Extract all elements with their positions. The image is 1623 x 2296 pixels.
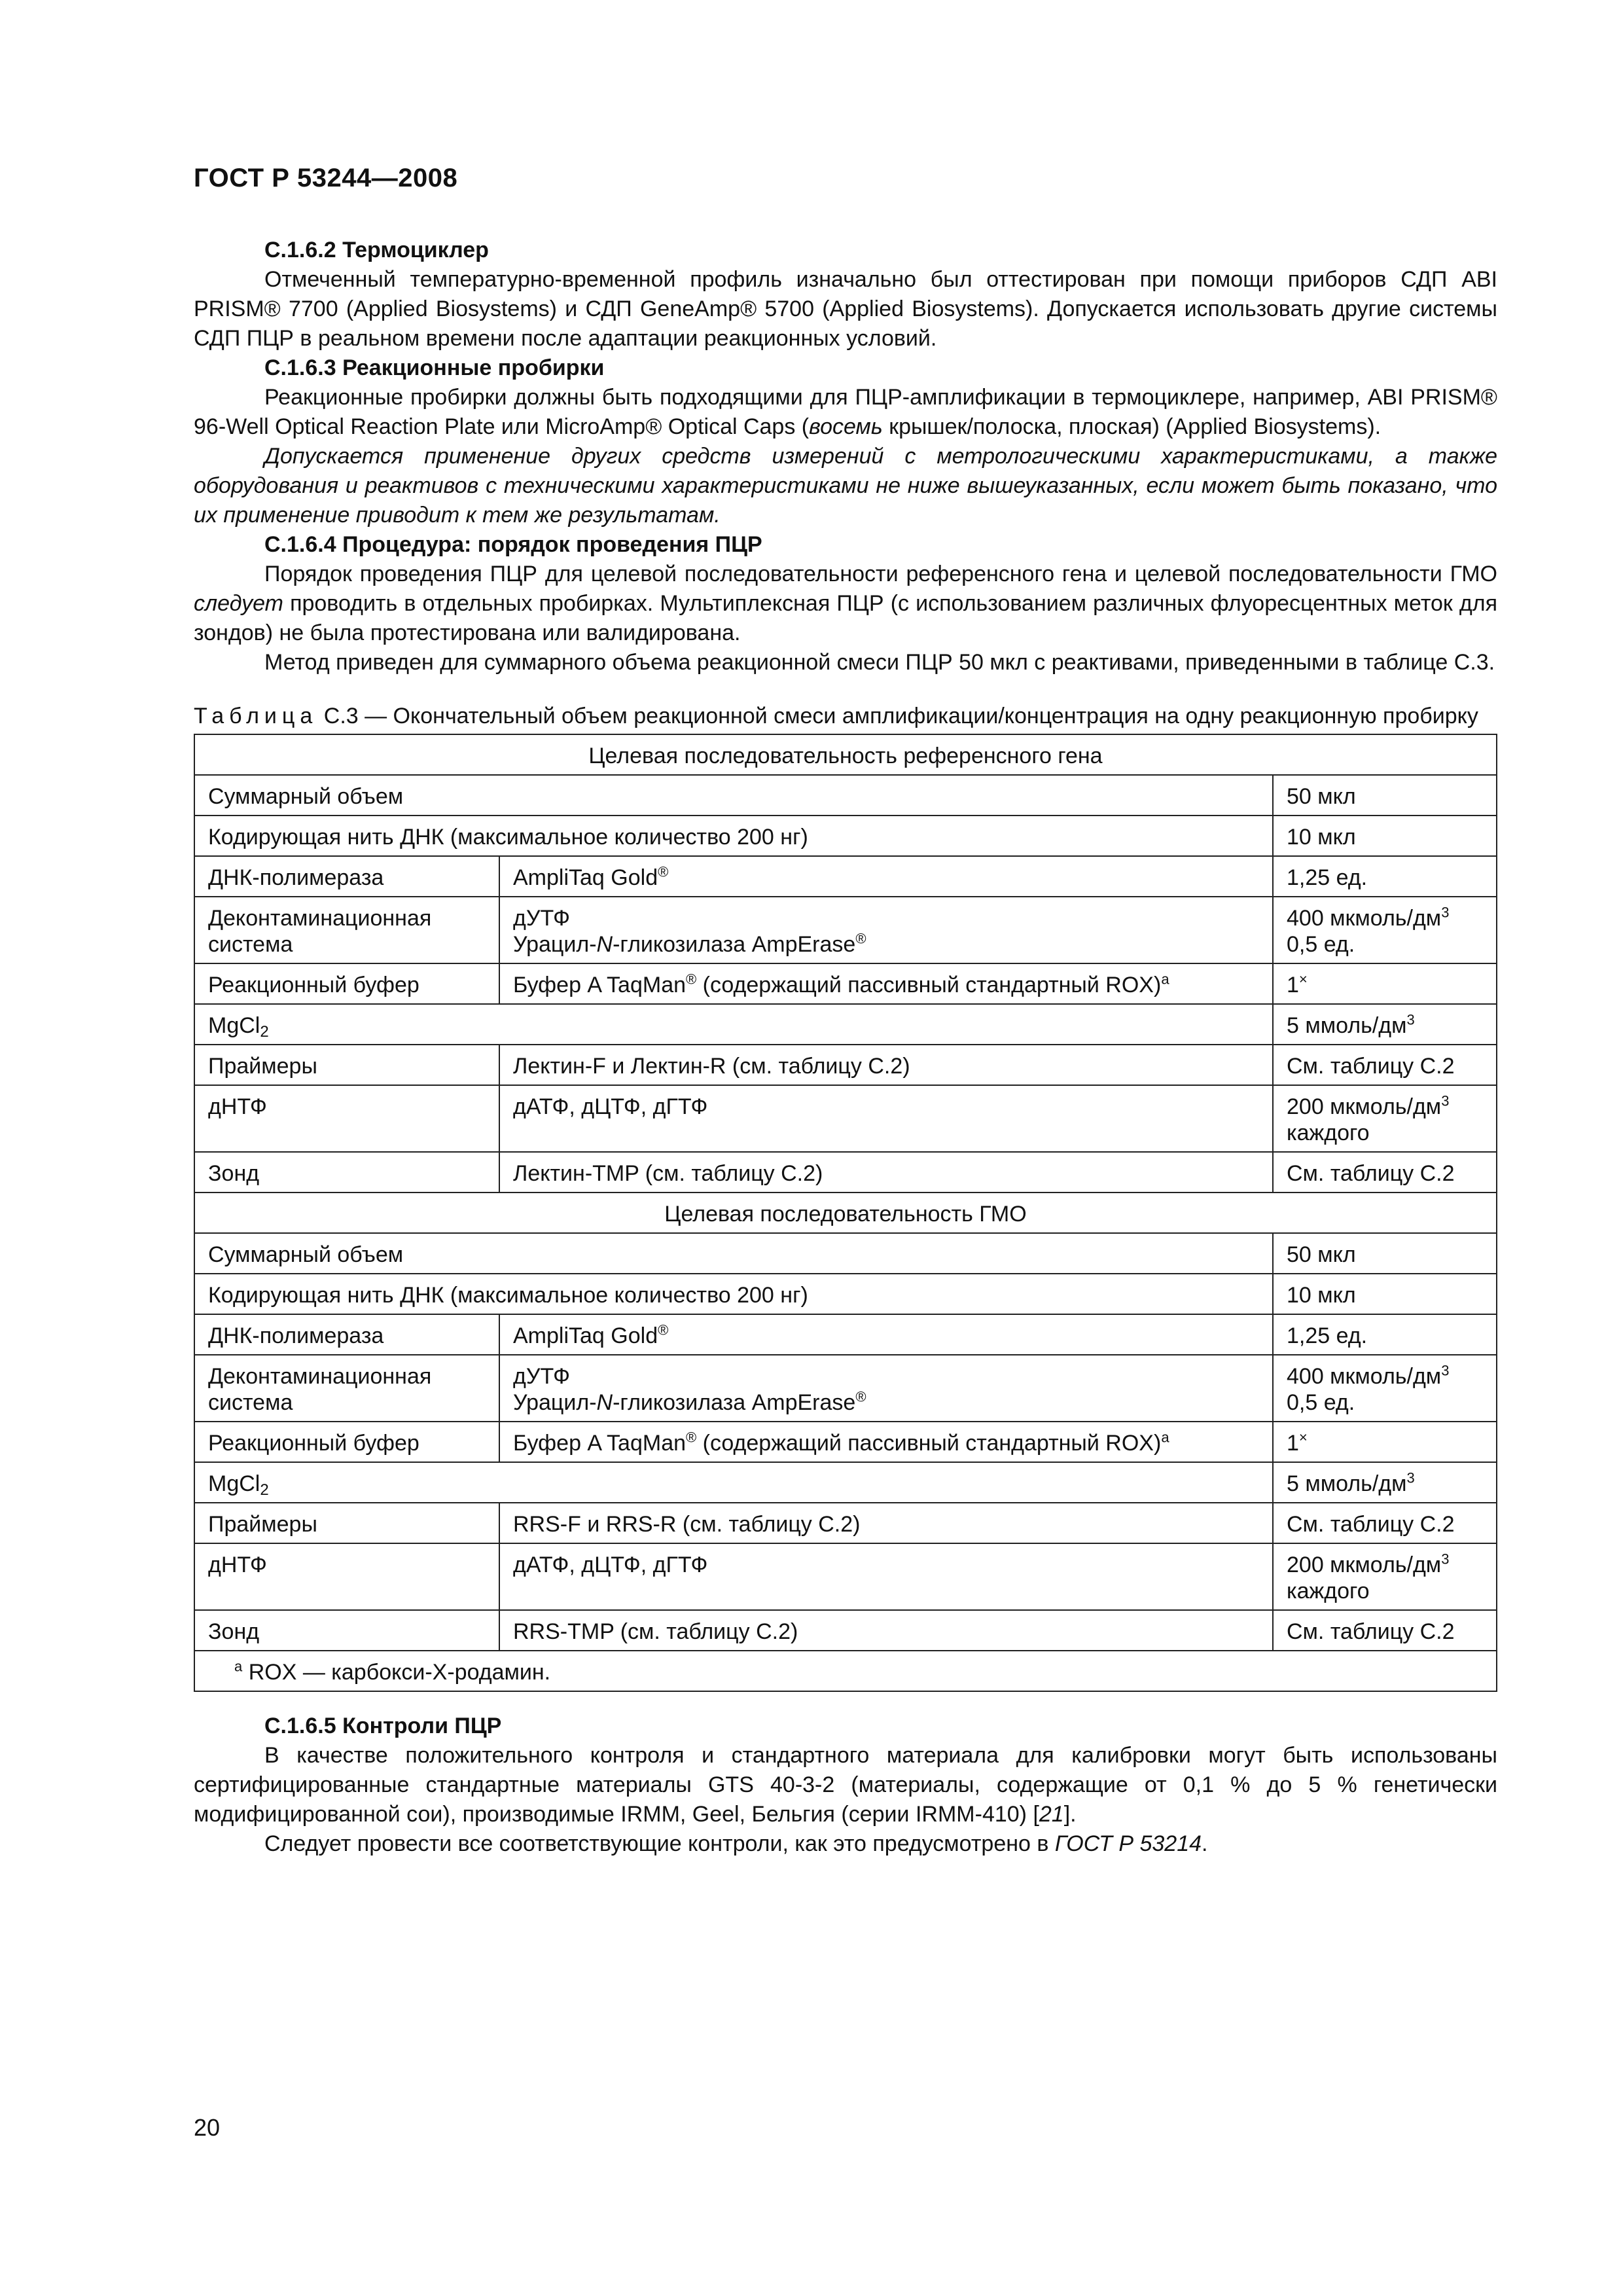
row-label: Зонд <box>194 1610 499 1651</box>
row-value: 10 мкл <box>1273 1274 1497 1314</box>
text-run: Буфер A TaqMan <box>513 1431 687 1456</box>
table-caption <box>194 702 1497 730</box>
row-label <box>194 1462 1273 1503</box>
table-row <box>194 1045 1497 1085</box>
footnote-text: ROX — карбокси-Х-родамин. <box>248 1660 551 1685</box>
row-label: ДНК-полимераза <box>194 856 499 897</box>
row-reagent <box>499 856 1273 897</box>
table-row <box>194 1610 1497 1651</box>
row-reagent: дАТФ, дЦТФ, дГТФ <box>499 1085 1273 1152</box>
times-mark: × <box>1298 1429 1308 1446</box>
value-line: каждого <box>1287 1121 1370 1145</box>
row-value <box>1273 1422 1497 1462</box>
row-reagent <box>499 1422 1273 1462</box>
page-number: 20 <box>194 2114 221 2141</box>
row-value <box>1273 1355 1497 1422</box>
row-label: Праймеры <box>194 1503 499 1543</box>
row-reagent: RRS-TMP (см. таблицу С.2) <box>499 1610 1273 1651</box>
row-value: См. таблицу С.2 <box>1273 1610 1497 1651</box>
row-value: 50 мкл <box>1273 1233 1497 1274</box>
cube-mark: 3 <box>1406 1469 1415 1486</box>
cube-mark: 3 <box>1406 1011 1415 1028</box>
spacer <box>194 1692 1497 1712</box>
row-value <box>1273 1462 1497 1503</box>
section-paragraph-c164-1 <box>194 560 1497 648</box>
section-heading-c163: С.1.6.3 Реакционные пробирки <box>264 355 605 380</box>
text-run: 1 <box>1287 973 1299 997</box>
reagent-line <box>513 1390 1259 1416</box>
text-run: 5 ммоль/дм <box>1287 1471 1407 1496</box>
value-line: 0,5 ед. <box>1287 932 1355 957</box>
value-line: каждого <box>1287 1579 1370 1604</box>
row-value: См. таблицу С.2 <box>1273 1152 1497 1193</box>
row-label <box>194 1004 1273 1045</box>
table-row <box>194 1462 1497 1503</box>
table-caption-word: Таблица <box>194 704 318 728</box>
row-value <box>1273 1004 1497 1045</box>
italic-text-run: 21 <box>1039 1802 1064 1827</box>
text-run: 1 <box>1287 1431 1299 1456</box>
subscript-2: 2 <box>260 1481 269 1499</box>
subscript-2: 2 <box>260 1023 269 1041</box>
section-title-gmo: Целевая последовательность ГМО <box>194 1193 1497 1233</box>
row-label: Деконтаминационная система <box>194 1355 499 1422</box>
table-footnote <box>194 1651 1497 1691</box>
section-paragraph-c165-1 <box>194 1741 1497 1829</box>
table-row <box>194 1152 1497 1193</box>
text-run: 5 ммоль/дм <box>1287 1013 1407 1038</box>
value-line <box>1287 1094 1483 1120</box>
table-row <box>194 897 1497 963</box>
section-note-c163 <box>194 442 1497 530</box>
row-value <box>1273 897 1497 963</box>
text-run: MgCl <box>208 1013 260 1038</box>
registered-mark: ® <box>686 1429 697 1446</box>
cube-mark: 3 <box>1441 1551 1450 1568</box>
text-run: (содержащий пассивный стандартный ROX) <box>696 973 1162 997</box>
section-paragraph-c164-2: Метод приведен для суммарного объема реакционной смеси ПЦР 50 мкл с реактивами, приведенными в таблице С.3. <box>264 650 1495 675</box>
table-row <box>194 1355 1497 1422</box>
text-run: Буфер A TaqMan <box>513 973 687 997</box>
table-row <box>194 1004 1497 1045</box>
italic-note: Допускается применение других средств измерений с метрологическими характеристиками, а также оборудования и реактивов с техническими характеристиками не ниже вышеуказанных, если может быть показано, что их применение приводит к тем же результатам. <box>194 444 1497 528</box>
row-label: дНТФ <box>194 1085 499 1152</box>
footnote-ref-mark: a <box>1161 971 1169 988</box>
table-section-row <box>194 734 1497 775</box>
reaction-mix-table <box>194 734 1497 1692</box>
value-line: 0,5 ед. <box>1287 1390 1355 1415</box>
row-label: Деконтаминационная система <box>194 897 499 963</box>
text-run: Порядок проведения ПЦР для целевой последовательности референсного гена и целевой последовательности ГМО <box>264 562 1497 586</box>
table-row <box>194 1503 1497 1543</box>
section-paragraph-c165-2 <box>194 1829 1497 1859</box>
text-run: (содержащий пассивный стандартный ROX) <box>696 1431 1162 1456</box>
footnote-ref-mark: a <box>1161 1429 1169 1446</box>
reagent-name: AmpliTaq Gold <box>513 1323 658 1348</box>
italic-text-run: следует <box>194 591 283 616</box>
section-paragraph-c163 <box>194 383 1497 442</box>
table-row <box>194 1422 1497 1462</box>
section-heading-c164: С.1.6.4 Процедура: порядок проведения ПЦР <box>264 532 762 557</box>
text-run: 200 мкмоль/дм <box>1287 1552 1442 1577</box>
registered-mark: ® <box>855 1388 866 1405</box>
standard-id-header: ГОСТ Р 53244—2008 <box>194 164 458 192</box>
row-value <box>1273 1543 1497 1610</box>
value-line <box>1287 1552 1483 1578</box>
cube-mark: 3 <box>1441 904 1450 921</box>
text-run: В качестве положительного контроля и стандартного материала для калибровки могут быть использованы сертифицированные стандартные материалы GTS 40-3-2 (материалы, содержащие от 0,1 % до 5 % генетически модифицированной сои), производимые IRMM, Geel, Бельгия (серии IRMM-410) [ <box>194 1743 1497 1827</box>
registered-mark: ® <box>686 971 697 988</box>
italic-text-run: N <box>596 932 613 957</box>
row-label: Кодирующая нить ДНК (максимальное количество 200 нг) <box>194 816 1273 856</box>
text-run: крышек/полоска, плоская) (Applied Biosystems). <box>882 414 1382 439</box>
row-value: 50 мкл <box>1273 775 1497 816</box>
value-line <box>1287 905 1483 931</box>
registered-mark: ® <box>658 863 669 880</box>
table-row <box>194 1085 1497 1152</box>
row-reagent <box>499 1314 1273 1355</box>
table-row <box>194 963 1497 1004</box>
row-label: Зонд <box>194 1152 499 1193</box>
text-run: -гликозилаза AmpErase <box>613 932 856 957</box>
table-row <box>194 816 1497 856</box>
document-body <box>194 236 1497 1859</box>
reagent-line: дУТФ <box>513 1364 570 1389</box>
row-label: Кодирующая нить ДНК (максимальное количество 200 нг) <box>194 1274 1273 1314</box>
row-value: 1,25 ед. <box>1273 1314 1497 1355</box>
table-row <box>194 856 1497 897</box>
row-reagent: RRS-F и RRS-R (см. таблицу С.2) <box>499 1503 1273 1543</box>
times-mark: × <box>1298 971 1308 988</box>
row-value: См. таблицу С.2 <box>1273 1503 1497 1543</box>
row-value <box>1273 963 1497 1004</box>
reagent-line: дУТФ <box>513 906 570 931</box>
text-run: 200 мкмоль/дм <box>1287 1094 1442 1119</box>
row-reagent <box>499 1355 1273 1422</box>
reagent-name: AmpliTaq Gold <box>513 865 658 890</box>
row-label: Реакционный буфер <box>194 963 499 1004</box>
row-label: дНТФ <box>194 1543 499 1610</box>
text-run: 400 мкмоль/дм <box>1287 906 1442 931</box>
text-run: -гликозилаза AmpErase <box>613 1390 856 1415</box>
section-heading-c165: С.1.6.5 Контроли ПЦР <box>264 1713 502 1738</box>
value-line <box>1287 1363 1483 1390</box>
text-run: . <box>1202 1831 1208 1856</box>
row-label: ДНК-полимераза <box>194 1314 499 1355</box>
table-caption-text: С.3 — Окончательный объем реакционной смеси амплификации/концентрация на одну реакционную пробирку <box>317 704 1478 728</box>
row-reagent: дАТФ, дЦТФ, дГТФ <box>499 1543 1273 1610</box>
row-reagent: Лектин-TMP (см. таблицу С.2) <box>499 1152 1273 1193</box>
table-row <box>194 1543 1497 1610</box>
row-label: Реакционный буфер <box>194 1422 499 1462</box>
italic-text-run: N <box>596 1390 613 1415</box>
registered-mark: ® <box>855 930 866 947</box>
text-run: проводить в отдельных пробирках. Мультиплексная ПЦР (с использованием различных флуоресцентных меток для зондов) не была протестирована или валидирована. <box>194 591 1497 645</box>
table-row <box>194 1274 1497 1314</box>
row-value: 10 мкл <box>1273 816 1497 856</box>
italic-text-run: ГОСТ Р 53214 <box>1054 1831 1202 1856</box>
table-row <box>194 775 1497 816</box>
text-run: Урацил- <box>513 932 597 957</box>
text-run: 400 мкмоль/дм <box>1287 1364 1442 1389</box>
text-run: Урацил- <box>513 1390 597 1415</box>
text-run: MgCl <box>208 1471 260 1496</box>
cube-mark: 3 <box>1441 1092 1450 1109</box>
footnote-mark: a <box>234 1658 243 1675</box>
table-row <box>194 1314 1497 1355</box>
row-label: Праймеры <box>194 1045 499 1085</box>
italic-text-run: восемь <box>809 414 883 439</box>
row-label: Суммарный объем <box>194 775 1273 816</box>
table-row <box>194 1233 1497 1274</box>
text-run: Следует провести все соответствующие контроли, как это предусмотрено в <box>264 1831 1055 1856</box>
row-reagent <box>499 897 1273 963</box>
reagent-line <box>513 931 1259 958</box>
text-run: Реакционные пробирки должны быть подходящими для ПЦР-амплификации в термоциклере, например, ABI PRISM® 96-Well Optical Reaction Plate или MicroAmp® Optical Caps ( <box>194 385 1497 439</box>
row-value <box>1273 1085 1497 1152</box>
row-value: 1,25 ед. <box>1273 856 1497 897</box>
row-value: См. таблицу С.2 <box>1273 1045 1497 1085</box>
section-heading-c162: С.1.6.2 Термоциклер <box>264 238 489 262</box>
row-reagent <box>499 963 1273 1004</box>
text-run: ]. <box>1063 1802 1077 1827</box>
cube-mark: 3 <box>1441 1362 1450 1379</box>
table-section-row <box>194 1193 1497 1233</box>
row-reagent: Лектин-F и Лектин-R (см. таблицу С.2) <box>499 1045 1273 1085</box>
table-footnote-row <box>194 1651 1497 1691</box>
row-label: Суммарный объем <box>194 1233 1273 1274</box>
section-paragraph-c162: Отмеченный температурно-временной профиль изначально был оттестирован при помощи приборов СДП ABI PRISM® 7700 (Applied Biosystems) и СДП GeneAmp® 5700 (Applied Biosystems). Допускается использовать другие системы СДП ПЦР в реальном времени после адаптации реакционных условий. <box>194 267 1497 351</box>
section-title-reference-gene: Целевая последовательность референсного гена <box>194 734 1497 775</box>
registered-mark: ® <box>658 1321 669 1338</box>
